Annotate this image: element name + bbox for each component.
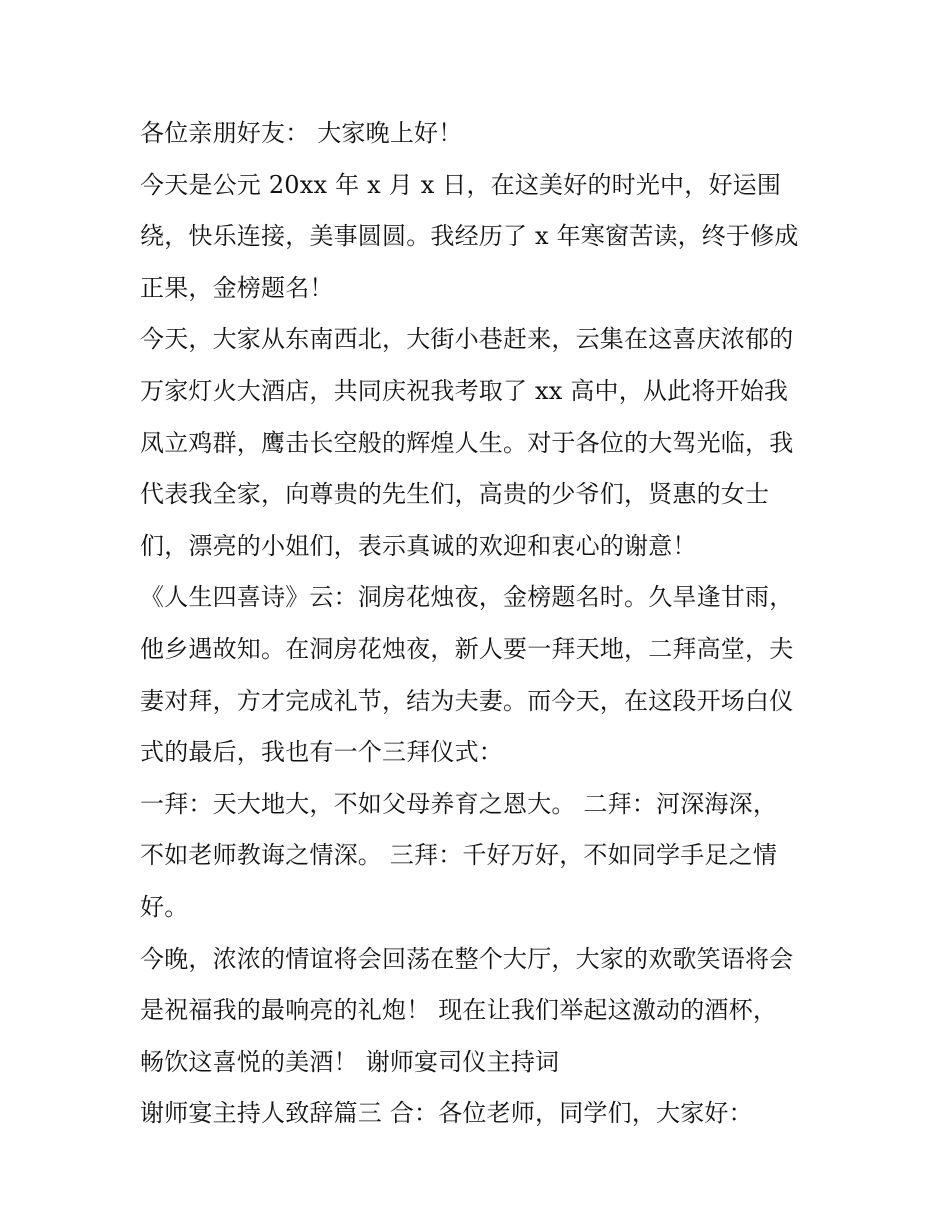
text-line: 万家灯火大酒店，共同庆祝我考取了 xx 高中，从此将开始我 [140, 376, 789, 405]
text-line: 各位亲朋好友： 大家晚上好！ [140, 119, 463, 147]
text-line: 《人生四喜诗》云：洞房花烛夜，金榜题名时。久旱逢甘雨， [140, 583, 794, 612]
text-line: 谢师宴主持人致辞篇三 合：各位老师，同学们，大家好： [140, 1099, 753, 1128]
text-line: 不如老师教诲之情深。 三拜：千好万好，不如同学手足之情 [140, 841, 778, 870]
text-line: 他乡遇故知。在洞房花烛夜，新人要一拜天地，二拜高堂，夫 [140, 634, 794, 663]
text-line: 式的最后，我也有一个三拜仪式： [140, 738, 503, 767]
text-line: 正果，金榜题名！ [140, 273, 334, 302]
text-line: 绕，快乐连接，美事圆圆。我经历了 x 年寒窗苦读，终于修成 [140, 222, 799, 251]
text-line: 畅饮这喜悦的美酒！ 谢师宴司仪主持词 [140, 1047, 560, 1076]
text-line: 凤立鸡群，鹰击长空般的辉煌人生。对于各位的大驾光临，我 [140, 428, 794, 457]
text-line: 今晚，浓浓的情谊将会回荡在整个大厅，大家的欢歌笑语将会 [140, 944, 794, 973]
text-line: 妻对拜，方才完成礼节，结为夫妻。而今天，在这段开场白仪 [140, 686, 794, 715]
text-line: 今天，大家从东南西北，大街小巷赶来，云集在这喜庆浓郁的 [140, 325, 794, 354]
text-line: 今天是公元 20xx 年 x 月 x 日，在这美好的时光中，好运围 [140, 170, 782, 199]
text-line: 是祝福我的最响亮的礼炮！ 现在让我们举起这激动的酒杯， [140, 996, 778, 1025]
text-line: 好。 [140, 892, 189, 921]
document-body [140, 108, 820, 1140]
text-line: 一拜：天大地大，不如父母养育之恩大。 二拜：河深海深， [140, 789, 778, 818]
text-line: 们，漂亮的小姐们，表示真诚的欢迎和衷心的谢意！ [140, 531, 697, 560]
text-line: 代表我全家，向尊贵的先生们，高贵的少爷们，贤惠的女士 [140, 480, 770, 509]
